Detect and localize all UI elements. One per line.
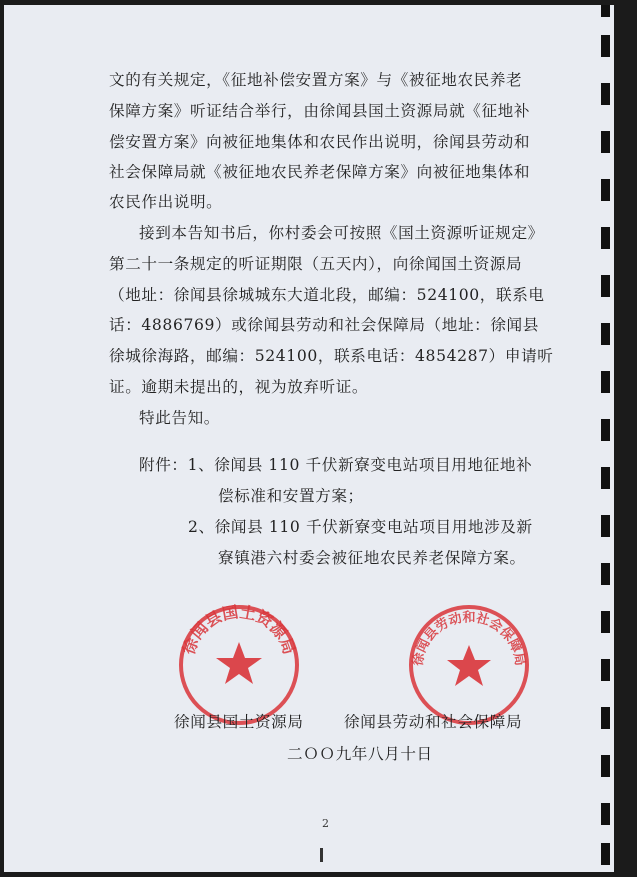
paragraph1-line-3: 偿安置方案》向被征地集体和农民作出说明，徐闻县劳动和: [109, 133, 531, 151]
issuer-right: 徐闻县劳动和社会保障局: [344, 713, 523, 731]
perforation-mark: [601, 5, 610, 17]
seal-left-text: 徐闻县国土资源局: [178, 602, 300, 657]
perforation-mark: [601, 131, 610, 153]
paragraph2-line-6: 证。逾期未提出的，视为放弃听证。: [109, 378, 369, 396]
perforation-mark: [601, 275, 610, 297]
scan-mark: [320, 848, 323, 862]
paragraph1-line-5: 农民作出说明。: [109, 193, 223, 211]
issuer-left: 徐闻县国土资源局: [174, 713, 304, 731]
perforation-mark: [601, 611, 610, 633]
perforation-mark: [601, 227, 610, 249]
issue-date: 二ＯＯ九年八月十日: [287, 745, 433, 763]
perforation-mark: [601, 83, 610, 105]
perforation-mark: [601, 371, 610, 393]
attachment-1-line-1: 附件：1、徐闻县 110 千伏新寮变电站项目用地征地补: [139, 456, 533, 474]
perforation-mark: [601, 515, 610, 537]
perforation-mark: [601, 323, 610, 345]
document-page: [4, 5, 614, 872]
perforation-mark: [601, 35, 610, 57]
paragraph1-line-1: 文的有关规定，《征地补偿安置方案》与《被征地农民养老: [109, 71, 523, 89]
perforation-mark: [601, 563, 610, 585]
perforation-mark: [601, 179, 610, 201]
paragraph2-line-5: 徐城徐海路，邮编：524100，联系电话：4854287）申请听: [109, 347, 554, 365]
perforation-mark: [601, 467, 610, 489]
perforation-mark: [601, 659, 610, 681]
perforation-mark: [601, 707, 610, 729]
paragraph2-line-3: （地址：徐闻县徐城城东大道北段，邮编：524100，联系电: [109, 286, 545, 304]
paragraph2-line-4: 话：4886769）或徐闻县劳动和社会保障局（地址：徐闻县: [109, 316, 539, 334]
attachment-2-line-2: 寮镇港六村委会被征地农民养老保障方案。: [218, 549, 526, 567]
paragraph2-line-2: 第二十一条规定的听证期限（五天内），向徐闻国土资源局: [109, 255, 523, 273]
paragraph1-line-2: 保障方案》听证结合举行，由徐闻县国土资源局就《征地补: [109, 102, 531, 120]
perforation-mark: [601, 419, 610, 441]
perforation-mark: [601, 803, 610, 825]
seal-right-text: 徐闻县劳动和社会保障局: [410, 610, 528, 668]
paragraph2-line-1: 接到本告知书后，你村委会可按照《国土资源听证规定》: [139, 224, 544, 242]
closing-text: 特此告知。: [139, 409, 220, 427]
page-number: 2: [322, 817, 329, 830]
perforation-mark: [601, 755, 610, 777]
attachment-2-line-1: 2、徐闻县 110 千伏新寮变电站项目用地涉及新: [188, 518, 533, 536]
perforation-mark: [601, 843, 610, 865]
paragraph1-line-4: 社会保障局就《被征地农民养老保障方案》向被征地集体和: [109, 163, 531, 181]
attachment-1-line-2: 偿标准和安置方案；: [218, 487, 364, 505]
